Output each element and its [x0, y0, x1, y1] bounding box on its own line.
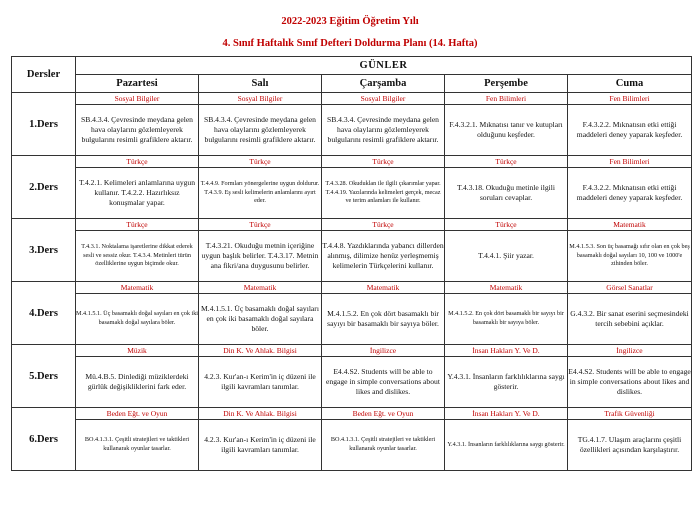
- objective-cell: Mü.4.B.5. Dinlediği müziklerdeki gürlük değişikliklerini fark eder.: [76, 357, 199, 408]
- objective-cell: T.4.2.1. Kelimeleri anlamlarına uygun kullanır. T.4.2.2. Hazırlıksız konuşmalar yapar.: [76, 168, 199, 219]
- subject-cell: Matematik: [322, 282, 445, 294]
- table-row: [12, 294, 692, 345]
- table-row: [12, 357, 692, 408]
- subject-cell: Matematik: [199, 282, 322, 294]
- day-header-persembe: Perşembe: [445, 75, 568, 93]
- subject-cell: Sosyal Bilgiler: [199, 93, 322, 105]
- day-header-sali: Salı: [199, 75, 322, 93]
- objective-cell: F.4.3.2.1. Mıknatısı tanır ve kutupları olduğunu keşfeder.: [445, 105, 568, 156]
- table-row: [12, 231, 692, 282]
- objective-cell: M.4.1.5.1. Üç basamaklı doğal sayıları en çok iki basamaklı doğal sayılara böler.: [199, 294, 322, 345]
- lesson-label: 2.Ders: [12, 156, 76, 219]
- objective-cell: T.4.3.28. Okuduklan ile ilgili çıkarımlar yapar. T.4.4.19. Yazılarında kelimeleri gerçek, mecaz ve terim anlamları ile kullanır.: [322, 168, 445, 219]
- lesson-label: 5.Ders: [12, 345, 76, 408]
- objective-cell: SB.4.3.4. Çevresinde meydana gelen hava olaylarını gözlemleyerek bulgularını resimli grafiklere aktarır.: [76, 105, 199, 156]
- subject-cell: Görsel Sanatlar: [568, 282, 692, 294]
- table-row: [12, 168, 692, 219]
- subject-cell: Sosyal Bilgiler: [76, 93, 199, 105]
- subject-cell: Türkçe: [76, 219, 199, 231]
- objective-cell: T.4.3.18. Okuduğu metinle ilgili soruları cevaplar.: [445, 168, 568, 219]
- lesson-label: 4.Ders: [12, 282, 76, 345]
- subject-cell: Trafik Güvenliği: [568, 408, 692, 420]
- subject-cell: İngilizce: [568, 345, 692, 357]
- objective-cell: SB.4.3.4. Çevresinde meydana gelen hava olaylarını gözlemleyerek bulgularını resimli grafiklere aktarır.: [199, 105, 322, 156]
- table-row: [12, 93, 692, 105]
- subject-cell: Türkçe: [199, 219, 322, 231]
- subject-cell: Matematik: [76, 282, 199, 294]
- subject-cell: Türkçe: [445, 156, 568, 168]
- objective-cell: M.4.1.5.1. Üç basamaklı doğal sayıları en çok iki basamaklı doğal sayılara böler.: [76, 294, 199, 345]
- table-row: [12, 408, 692, 420]
- lesson-label: 1.Ders: [12, 93, 76, 156]
- table-row: [12, 105, 692, 156]
- subject-cell: Türkçe: [445, 219, 568, 231]
- objective-cell: F.4.3.2.2. Mıknatısın etki ettiği maddeleri deney yaparak keşfeder.: [568, 105, 692, 156]
- subject-cell: İnsan Hakları Y. Ve D.: [445, 345, 568, 357]
- subject-cell: Din K. Ve Ahlak. Bilgisi: [199, 345, 322, 357]
- subject-cell: Fen Bilimleri: [445, 93, 568, 105]
- dersler-header: Dersler: [12, 57, 76, 93]
- objective-cell: E4.4.S2. Students will be able to engage in simple conversations about likes and dislikes.: [568, 357, 692, 408]
- objective-cell: T.4.4.8. Yazdıklarında yabancı dillerden alınmış, dilimize henüz yerleşmemiş kelimelerin Türkçelerini kullanır.: [322, 231, 445, 282]
- subject-cell: Türkçe: [76, 156, 199, 168]
- objective-cell: 4.2.3. Kur'an-ı Kerim'in iç düzeni ile ilgili kavramları tanımlar.: [199, 420, 322, 471]
- day-header-cuma: Cuma: [568, 75, 692, 93]
- gunler-header: GÜNLER: [76, 57, 692, 75]
- day-header-carsamba: Çarşamba: [322, 75, 445, 93]
- plan-title: 4. Sınıf Haftalık Sınıf Defteri Doldurma Planı (14. Hafta): [222, 38, 478, 49]
- subject-cell: Fen Bilimleri: [568, 156, 692, 168]
- table-row: [12, 156, 692, 168]
- objective-cell: T.4.3.1. Noktalama işaretlerine dikkat ederek sesli ve sessiz okur. T.4.3.4. Metinleri türün özelliklerine uygun biçimde okur.: [76, 231, 199, 282]
- subject-cell: Müzik: [76, 345, 199, 357]
- subject-cell: Beden Eğt. ve Oyun: [76, 408, 199, 420]
- table-row: [12, 345, 692, 357]
- lesson-label: 3.Ders: [12, 219, 76, 282]
- subject-cell: Fen Bilimleri: [568, 93, 692, 105]
- objective-cell: T.4.4.1. Şiir yazar.: [445, 231, 568, 282]
- lesson-label: 6.Ders: [12, 408, 76, 471]
- objective-cell: BO.4.1.3.1. Çeşitli stratejileri ve taktikleri kullanarak oyunlar tasarlar.: [322, 420, 445, 471]
- objective-cell: TG.4.1.7. Ulaşım araçlarını çeşitli özellikleri açısından karşılaştırır.: [568, 420, 692, 471]
- objective-cell: M.4.1.5.2. En çok dört basamaklı bir sayıyı bir basamaklı bir sayıya böler.: [445, 294, 568, 345]
- subject-cell: Türkçe: [322, 156, 445, 168]
- objective-cell: Y.4.3.1. İnsanların farklılıklarına saygı gösterir.: [445, 420, 568, 471]
- subject-cell: Matematik: [568, 219, 692, 231]
- objective-cell: E4.4.S2. Students will be able to engage in simple conversations about likes and dislikes.: [322, 357, 445, 408]
- objective-cell: F.4.3.2.2. Mıknatısın etki ettiği maddeleri deney yaparak keşfeder.: [568, 168, 692, 219]
- objective-cell: M.4.1.5.2. En çok dört basamaklı bir sayıyı bir basamaklı bir sayıya böler.: [322, 294, 445, 345]
- year-title: 2022-2023 Eğitim Öğretim Yılı: [281, 16, 419, 27]
- table-row: [12, 219, 692, 231]
- objective-cell: Y.4.3.1. İnsanların farklılıklarına saygı gösterir.: [445, 357, 568, 408]
- objective-cell: G.4.3.2. Bir sanat eserini seçmesindeki tercih sebebini açıklar.: [568, 294, 692, 345]
- objective-cell: T.4.4.9. Formları yönergelerine uygun doldurur. T.4.3.9. Eş sesli kelimelerin anlamlarını ayırt eder.: [199, 168, 322, 219]
- subject-cell: İngilizce: [322, 345, 445, 357]
- table-row: [12, 420, 692, 471]
- objective-cell: BO.4.1.3.1. Çeşitli stratejileri ve taktikleri kullanarak oyunlar tasarlar.: [76, 420, 199, 471]
- weekly-plan-table: [11, 56, 692, 471]
- subject-cell: Türkçe: [322, 219, 445, 231]
- objective-cell: M.4.1.5.3. Son üç basamağı sıfır olan en çok beş basamaklı doğal sayıları 10, 100 ve 1000'e zihinden böler.: [568, 231, 692, 282]
- subject-cell: İnsan Hakları Y. Ve D.: [445, 408, 568, 420]
- day-header-pazartesi: Pazartesi: [76, 75, 199, 93]
- subject-cell: Matematik: [445, 282, 568, 294]
- table-row: [12, 282, 692, 294]
- subject-cell: Din K. Ve Ahlak. Bilgisi: [199, 408, 322, 420]
- subject-cell: Türkçe: [199, 156, 322, 168]
- subject-cell: Sosyal Bilgiler: [322, 93, 445, 105]
- objective-cell: 4.2.3. Kur'an-ı Kerim'in iç düzeni ile ilgili kavramları tanımlar.: [199, 357, 322, 408]
- objective-cell: T.4.3.21. Okuduğu metnin içeriğine uygun başlık belirler. T.4.3.17. Metnin ana fikri/ana duygusunu belirler.: [199, 231, 322, 282]
- objective-cell: SB.4.3.4. Çevresinde meydana gelen hava olaylarını gözlemleyerek bulgularını resimli grafiklere aktarır.: [322, 105, 445, 156]
- subject-cell: Beden Eğt. ve Oyun: [322, 408, 445, 420]
